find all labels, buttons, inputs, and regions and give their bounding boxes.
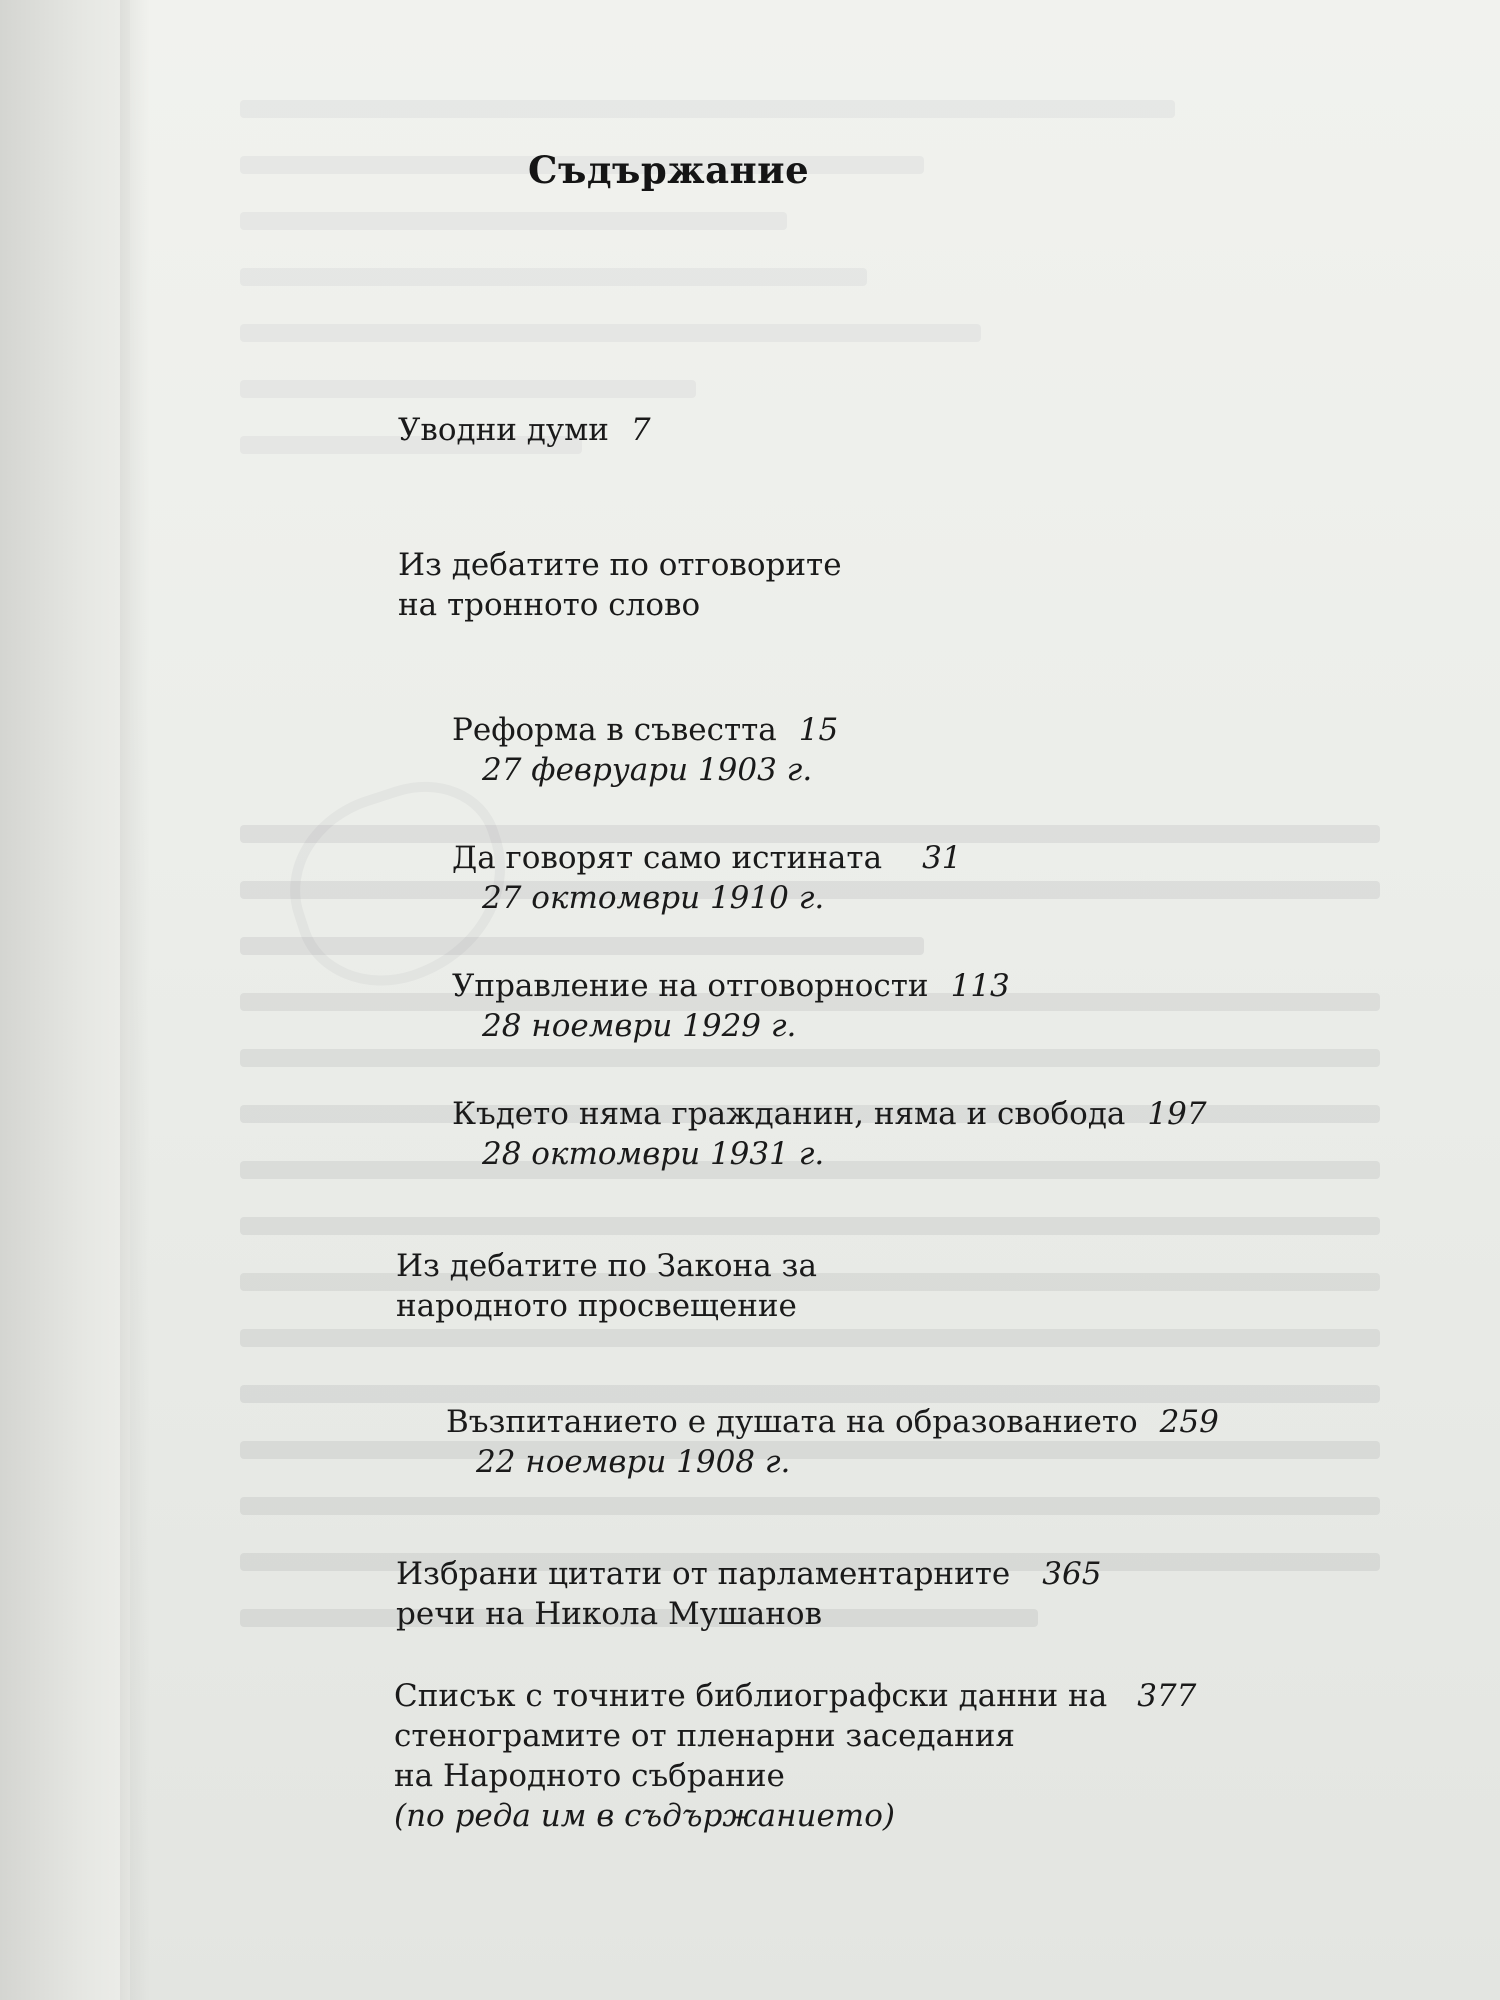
toc-section-line: на тронното слово	[398, 587, 701, 623]
toc-entry	[452, 1094, 1207, 1174]
toc-entry-title-line: речи на Никола Мушанов	[396, 1596, 823, 1632]
toc-entry-page: 15	[798, 712, 839, 748]
toc-entry	[452, 966, 1010, 1046]
toc-entry-title: Възпитанието е душата на образованието	[446, 1404, 1138, 1440]
toc-entry	[452, 838, 962, 918]
toc-entry-page: 377	[1137, 1678, 1197, 1714]
toc-entry	[452, 710, 838, 790]
page-title: Съдържание	[528, 148, 810, 192]
toc-entry-title: Където няма гражданин, няма и свобода	[452, 1096, 1126, 1132]
toc-entry-page: 197	[1147, 1096, 1207, 1132]
toc-section	[396, 1246, 817, 1326]
toc-section-line: народното просвещение	[396, 1288, 797, 1324]
toc-entry-page: 259	[1159, 1404, 1219, 1440]
toc-entry-title-line: Списък с точните библиографски данни на	[394, 1678, 1108, 1714]
toc-entry-page: 31	[922, 840, 962, 876]
toc-entry-date: 27 октомври 1910 г.	[482, 880, 825, 916]
toc-entry-title: Уводни думи	[398, 412, 609, 448]
toc-entry-date: 22 ноември 1908 г.	[476, 1444, 791, 1480]
toc-entry	[396, 1554, 1101, 1634]
toc-entry	[446, 1402, 1219, 1482]
toc-entry-title: Да говорят само истината	[452, 840, 883, 876]
toc-entry-date: 27 февруари 1903 г.	[482, 752, 813, 788]
toc-entry-page: 7	[630, 412, 651, 448]
toc-entry-title-line: Избрани цитати от парламентарните	[396, 1556, 1011, 1592]
book-gutter	[0, 0, 140, 2000]
toc-entry-title-line: стенограмите от пленарни заседания	[394, 1718, 1015, 1754]
page-edge-shadow	[120, 0, 150, 2000]
toc-entry-title: Управление на отговорности	[452, 968, 929, 1004]
toc-entry-title: Реформа в съвестта	[452, 712, 777, 748]
toc-entry-page: 113	[950, 968, 1010, 1004]
toc-entry-title-line: на Народното събрание	[394, 1758, 785, 1794]
toc-entry	[394, 1676, 1196, 1836]
toc-entry-note: (по реда им в съдържанието)	[394, 1798, 895, 1834]
toc-section-line: Из дебатите по отговорите	[398, 547, 842, 583]
toc-section	[398, 545, 842, 625]
toc-entry-date: 28 ноември 1929 г.	[482, 1008, 797, 1044]
toc-entry	[398, 410, 651, 450]
toc-entry-date: 28 октомври 1931 г.	[482, 1136, 825, 1172]
toc-entry-page: 365	[1042, 1556, 1102, 1592]
toc-section-line: Из дебатите по Закона за	[396, 1248, 817, 1284]
